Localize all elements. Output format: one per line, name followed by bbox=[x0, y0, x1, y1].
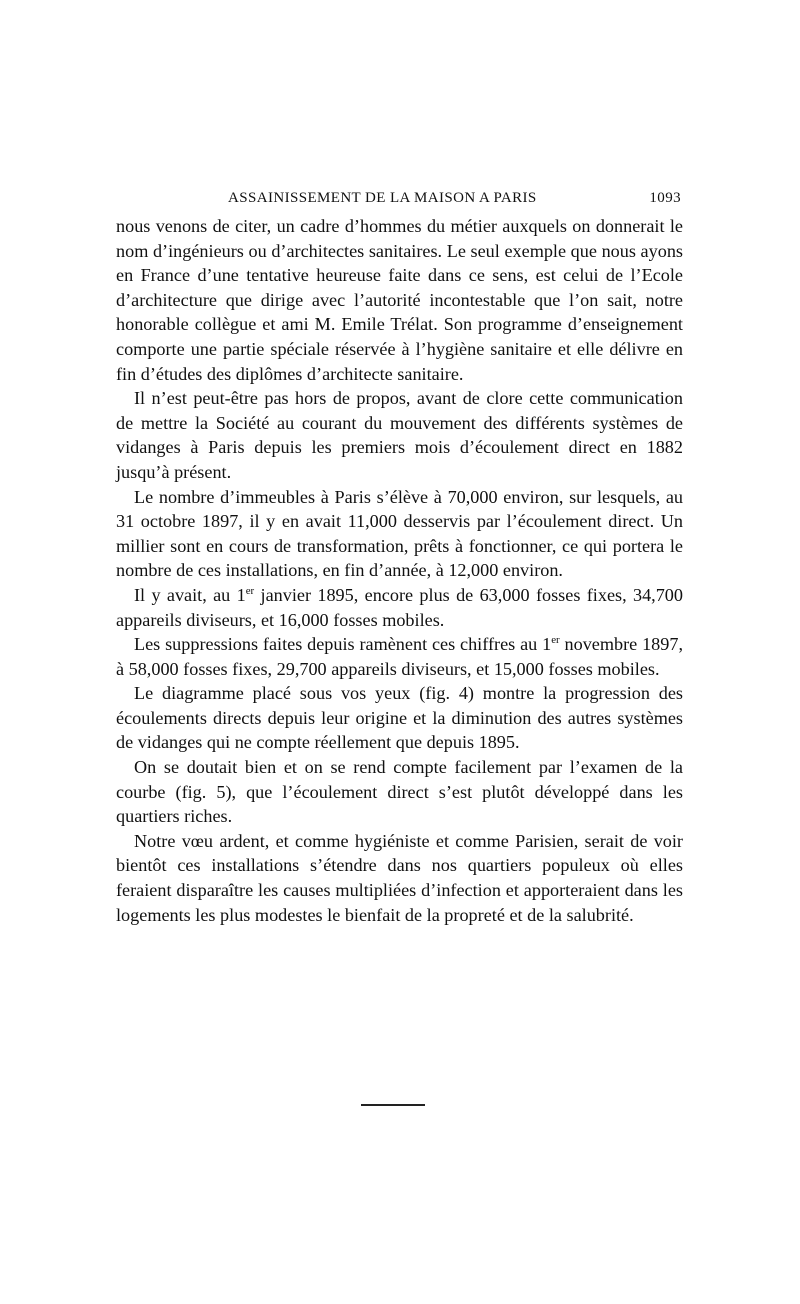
paragraph-communication: Il n’est peut-être pas hors de propos, avant de clore cette communication de mettre la Société au courant du mouvement des différents systèmes de vidanges à Paris depuis les premiers mois d’écoulement direct en 1882 jusqu’à présent. bbox=[116, 388, 683, 482]
running-header bbox=[116, 186, 683, 214]
paragraph-continuation: nous venons de citer, un cadre d’hommes du métier auxquels on donnerait le nom d’ingénieurs ou d’architectes sanitaires. Le seul exemple que nous ayons en France d’une tentative heureuse faite dans ce sens, est celui de l’Ecole d’architecture que dirige avec l’autorité incontestable que l’on sait, notre honorable collègue et ami M. Emile Trélat. Son programme d’enseignement comporte une partie spéciale réservée à l’hygiène sanitaire et elle délivre en fin d’études des diplômes d’architecte sanitaire. bbox=[116, 216, 683, 384]
paragraph-buildings: Le nombre d’immeubles à Paris s’élève à 70,000 environ, sur lesquels, au 31 octobre 1897, il y en avait 11,000 desservis par l’écoulement direct. Un millier sont en cours de transformation, prêts à fonctionner, ce qui portera le nombre de ces installations, en fin d’année, à 12,000 environ. bbox=[116, 486, 683, 581]
paragraph-january-1895 bbox=[116, 583, 683, 632]
text-segment: novembre 1897, à 58,000 fosses fixes, 29,700 appareils diviseurs, et 15,000 fosses mobiles. bbox=[116, 634, 683, 679]
running-title: ASSAINISSEMENT DE LA MAISON A PARIS bbox=[228, 190, 537, 206]
body-text bbox=[116, 214, 683, 927]
paragraph-curve: On se doutait bien et on se rend compte facilement par l’examen de la courbe (fig. 5), que l’écoulement direct s’est plutôt développé dans les quartiers riches. bbox=[116, 757, 683, 827]
superscript-er: er bbox=[245, 584, 255, 597]
text-segment: Il y avait, au 1 bbox=[134, 584, 246, 605]
paragraph-closing: Notre vœu ardent, et comme hygiéniste et comme Parisien, serait de voir bientôt ces installations s’étendre dans nos quartiers populeux où elles feraient disparaître les causes multipliées d’infection et apporteraient dans les logements les plus modestes le bienfait de la propreté et de la salubrité. bbox=[116, 830, 683, 925]
superscript-er: er bbox=[551, 634, 560, 647]
text-segment: janvier 1895, encore plus de 63,000 fosses fixes, 34,700 appareils diviseurs, et 16,000 fosses mobiles. bbox=[116, 584, 683, 630]
document-page bbox=[116, 186, 683, 927]
paragraph-suppressions bbox=[116, 632, 683, 681]
closing-rule bbox=[361, 1104, 425, 1106]
text-segment: Les suppressions faites depuis ramènent ces chiffres au 1 bbox=[134, 634, 552, 655]
paragraph-diagram: Le diagramme placé sous vos yeux (fig. 4) montre la progression des écoulements directs depuis leur origine et la diminution des autres systèmes de vidanges qui ne compte réellement que depuis 1895. bbox=[116, 683, 683, 753]
page-number: 1093 bbox=[649, 190, 681, 206]
